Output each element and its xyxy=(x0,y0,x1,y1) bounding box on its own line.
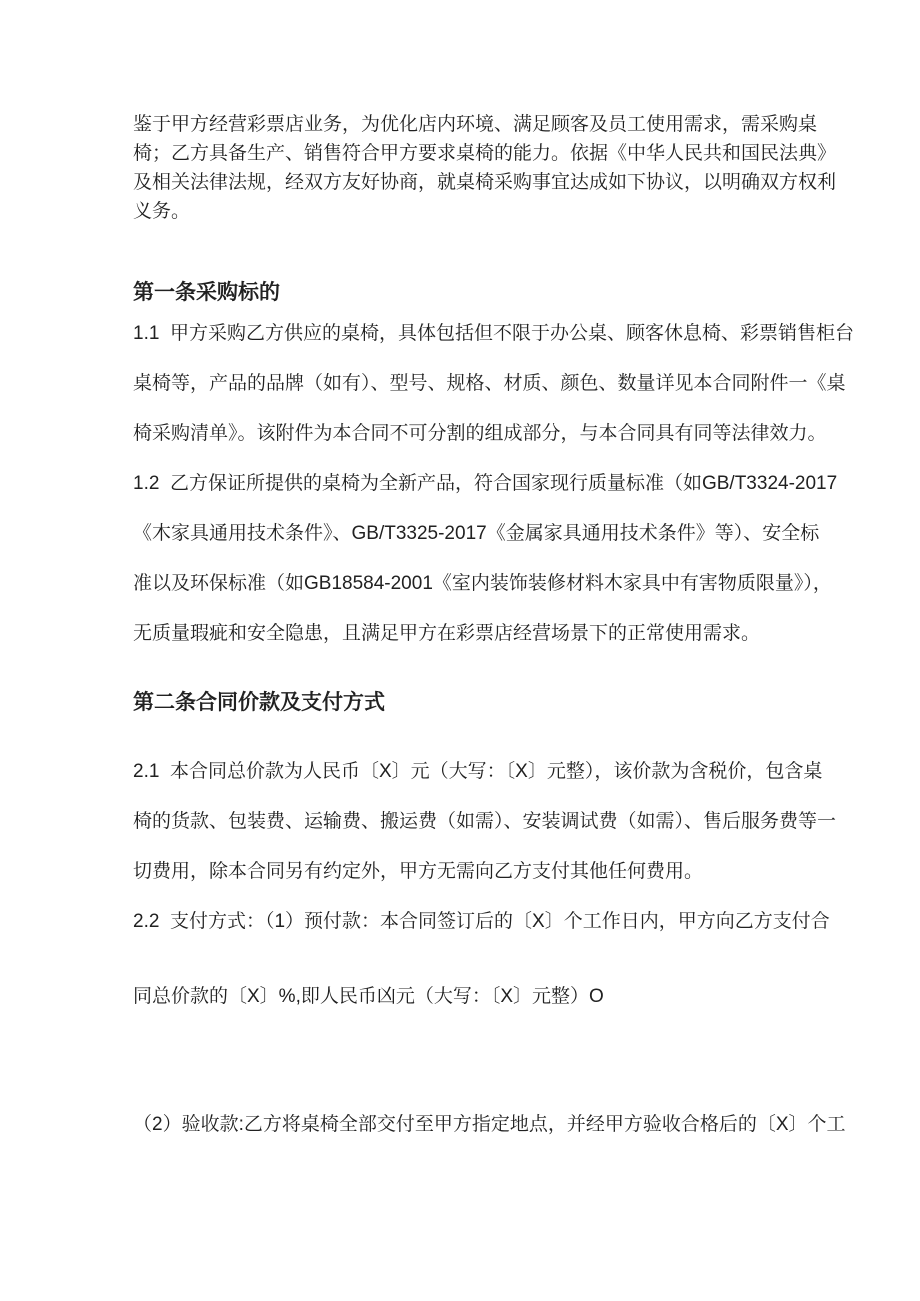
text-line: 切费用，除本合同另有约定外，甲方无需向乙方支付其他任何费用。 xyxy=(133,861,704,882)
text-line: 及相关法律法规，经双方友好协商，就桌椅采购事宜达成如下协议，以明确双方权利 xyxy=(133,172,837,193)
text-line: 《木家具通用技术条件》、GB/T3325-2017《金属家具通用技术条件》等）、安全标 xyxy=(133,523,820,544)
text-line: 2.2 支付方式：（1）预付款：本合同签订后的〔X〕个工作日内，甲方向乙方支付合 xyxy=(133,911,830,932)
text-line: 1.2 乙方保证所提供的桌椅为全新产品，符合国家现行质量标准（如GB/T3324-2017 xyxy=(133,473,838,494)
text-line: 无质量瑕疵和安全隐患，且满足甲方在彩票店经营场景下的正常使用需求。 xyxy=(133,623,761,644)
text-line: 椅采购清单》。该附件为本合同不可分割的组成部分，与本合同具有同等法律效力。 xyxy=(133,423,827,444)
clause-1-1 xyxy=(133,309,854,459)
clause-2-1 xyxy=(133,747,837,897)
clause-1-2 xyxy=(133,459,838,659)
text-line: 2.1 本合同总价款为人民币〔X〕元（大写：〔X〕元整），该价款为含税价，包含桌 xyxy=(133,761,823,782)
text-line: 桌椅等，产品的品牌（如有）、型号、规格、材质、颜色、数量详见本合同附件一《桌 xyxy=(133,373,846,394)
text-line: 椅；乙方具备生产、销售符合甲方要求桌椅的能力。依据《中华人民共和国民法典》 xyxy=(133,143,837,164)
text-line: （2）验收款:乙方将桌椅全部交付至甲方指定地点，并经甲方验收合格后的〔X〕个工 xyxy=(133,1114,846,1135)
text-line: 准以及环保标准（如GB18584-2001《室内装饰装修材料木家具中有害物质限量》）， xyxy=(133,573,832,594)
text-line: 义务。 xyxy=(133,201,191,222)
section-2-heading: 第二条合同价款及支付方式 xyxy=(133,691,385,714)
contract-preamble xyxy=(133,110,837,226)
text-line: 椅的货款、包装费、运输费、搬运费（如需）、安装调试费（如需）、售后服务费等一 xyxy=(133,811,837,832)
clause-2-2-item-2 xyxy=(133,1100,846,1150)
section-1-heading: 第一条采购标的 xyxy=(133,281,280,304)
text-line: 1.1 甲方采购乙方供应的桌椅，具体包括但不限于办公桌、顾客休息椅、彩票销售柜台 xyxy=(133,323,854,344)
text-line: 鉴于甲方经营彩票店业务，为优化店内环境、满足顾客及员工使用需求，需采购桌 xyxy=(133,114,818,135)
clause-2-2 xyxy=(133,897,830,1022)
text-line: 同总价款的〔X〕%,即人民币凶元（大写：〔X〕元整）O xyxy=(133,986,604,1007)
